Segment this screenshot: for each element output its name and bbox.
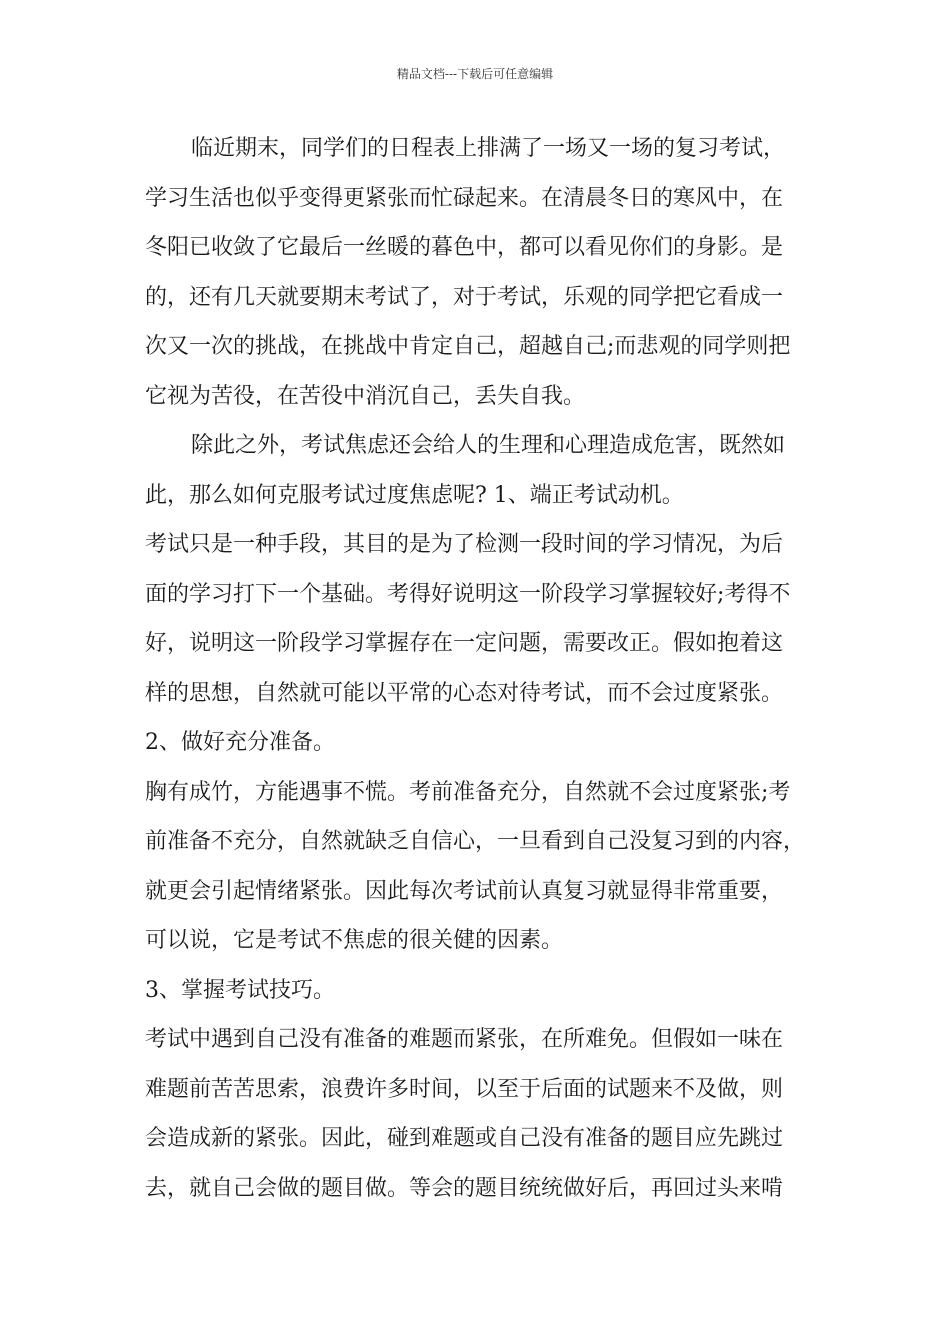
paragraph-line: 前准备不充分，自然就缺乏自信心，一旦看到自己没复习到的内容， bbox=[145, 829, 806, 854]
paragraph-line: 胸有成竹，方能遇事不慌。考前准备充分，自然就不会过度紧张;考 bbox=[145, 779, 791, 805]
paragraph-line: 临近期末，同学们的日程表上排满了一场又一场的复习考试， bbox=[191, 136, 786, 161]
document-body bbox=[145, 124, 810, 1213]
paragraph-line: 会造成新的紧张。因此，碰到难题或自己没有准备的题目应先跳过 bbox=[145, 1126, 784, 1151]
paragraph-line: 此，那么如何克服考试过度焦虑呢? 1、端正考试动机。 bbox=[145, 482, 684, 508]
paragraph-line: 去，就自己会做的题目做。等会的题目统统做好后，再回过头来啃 bbox=[145, 1175, 784, 1201]
paragraph-line: 除此之外，考试焦虑还会给人的生理和心理造成危害，既然如 bbox=[191, 433, 786, 458]
paragraph-line: 的，还有几天就要期末考试了，对于考试，乐观的同学把它看成一 bbox=[145, 284, 784, 310]
paragraph-line: 冬阳已收敛了它最后一丝暖的暮色中，都可以看见你们的身影。是 bbox=[145, 235, 784, 260]
paragraph-line: 面的学习打下一个基础。考得好说明这一阶段学习掌握较好;考得不 bbox=[145, 581, 791, 607]
page-header: 精品文档---下载后可任意编辑 bbox=[396, 67, 554, 81]
paragraph-line: 可以说，它是考试不焦虑的很关健的因素。 bbox=[145, 928, 564, 953]
paragraph-line: 就更会引起情绪紧张。因此每次考试前认真复习就显得非常重要， bbox=[145, 878, 784, 904]
paragraph-line: 次又一次的挑战，在挑战中肯定自己，超越自己;而悲观的同学则把 bbox=[145, 334, 791, 359]
paragraph-line: 好，说明这一阶段学习掌握存在一定问题，需要改正。假如抱着这 bbox=[145, 631, 784, 656]
paragraph-line: 考试中遇到自己没有准备的难题而紧张，在所难免。但假如一味在 bbox=[145, 1027, 784, 1052]
section-heading: 3、掌握考试技巧。 bbox=[145, 977, 335, 1003]
paragraph-line: 样的思想，自然就可能以平常的心态对待考试，而不会过度紧张。 bbox=[145, 680, 784, 706]
section-heading: 2、做好充分准备。 bbox=[145, 730, 335, 755]
paragraph-line: 考试只是一种手段，其目的是为了检测一段时间的学习情况，为后 bbox=[145, 532, 784, 557]
paragraph-line: 难题前苦苦思索，浪费许多时间，以至于后面的试题来不及做，则 bbox=[145, 1076, 784, 1102]
paragraph-line: 学习生活也似乎变得更紧张而忙碌起来。在清晨冬日的寒风中，在 bbox=[145, 185, 784, 211]
paragraph-line: 它视为苦役，在苦役中消沉自己，丢失自我。 bbox=[145, 383, 586, 409]
